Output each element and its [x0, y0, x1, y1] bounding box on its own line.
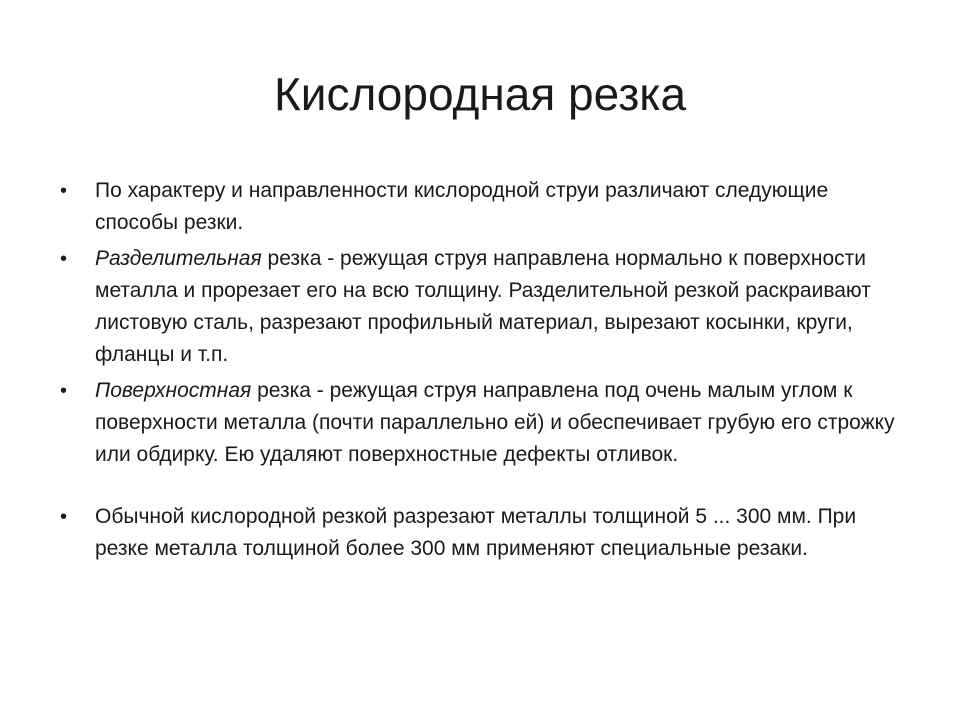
bullet-item	[60, 501, 910, 565]
bullet-item	[60, 175, 910, 239]
bullet-lead-italic: Поверхностная	[95, 379, 252, 402]
bullet-item	[60, 243, 910, 371]
bullet-list	[60, 175, 910, 569]
bullet-dot: •	[60, 248, 68, 270]
bullet-lead-italic: Разделительная	[95, 247, 262, 270]
bullet-dot: •	[60, 380, 68, 402]
bullet-text: резка - режущая струя направлена нормально к поверхности металла и прорезает его на всю толщину. Разделительной резкой раскраивают листовую сталь, разрезают профильный материал, вырезают косынки, круги, фланцы и т.п.	[95, 247, 871, 366]
bullet-text: Обычной кислородной резкой разрезают металлы толщиной 5 ... 300 мм. При резке металла толщиной более 300 мм применяют специальные резаки.	[95, 505, 857, 560]
bullet-dot: •	[60, 506, 68, 528]
bullet-text: резка - режущая струя направлена под очень малым углом к поверхности металла (почти параллельно ей) и обеспечивает грубую его строжку или обдирку. Ею удаляют поверхностные дефекты отливок.	[95, 379, 895, 466]
bullet-dot: •	[60, 180, 68, 202]
bullet-text: По характеру и направленности кислородной струи различают следующие способы резки.	[95, 179, 829, 234]
bullet-item	[60, 375, 910, 471]
slide-title: Кислородная резка	[273, 68, 687, 120]
